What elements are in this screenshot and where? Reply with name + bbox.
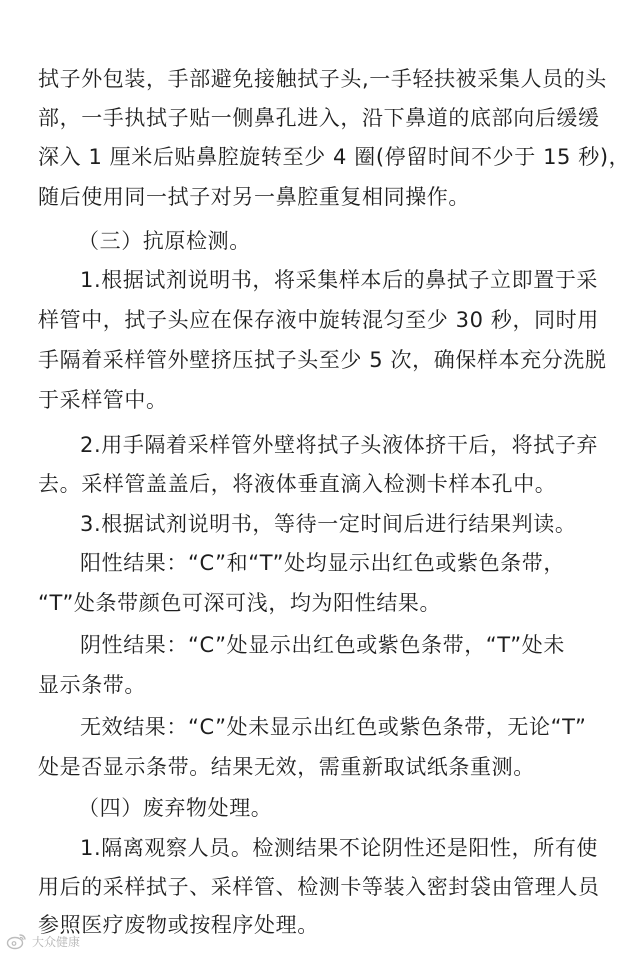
text-line: 于采样管中。: [38, 388, 168, 412]
watermark: [6, 928, 80, 954]
text-line: 部，一手执拭子贴一侧鼻孔进入，沿下鼻道的底部向后缓缓: [38, 106, 600, 130]
text-line: 样管中，拭子头应在保存液中旋转混匀至少 30 秒，同时用: [38, 308, 599, 332]
text-line: 用后的采样拭子、采样管、检测卡等装入密封袋由管理人员: [38, 875, 600, 899]
text-line: 阴性结果：“C”处显示出红色或紫色条带，“T”处未: [80, 633, 565, 657]
text-line: 拭子外包装，手部避免接触拭子头,一手轻扶被采集人员的头: [38, 67, 607, 91]
text-line: 随后使用同一拭子对另一鼻腔重复相同操作。: [38, 185, 470, 209]
text-line: 手隔着采样管外壁挤压拭子头至少 5 次，确保样本充分洗脱: [38, 348, 607, 372]
weibo-icon: [6, 932, 28, 950]
text-line: 1.隔离观察人员。检测结果不论阴性还是阳性，所有使: [80, 836, 599, 860]
text-line: 无效结果：“C”处未显示出红色或紫色条带，无论“T”: [80, 715, 587, 739]
text-line: 去。采样管盖盖后，将液体垂直滴入检测卡样本孔中。: [38, 472, 557, 496]
text-line: 参照医疗废物或按程序处理。: [38, 913, 319, 937]
text-line: “T”处条带颜色可深可浅，均为阳性结果。: [38, 591, 442, 615]
section-heading: （四）废弃物处理。: [78, 796, 273, 820]
text-line: 处是否显示条带。结果无效，需重新取试纸条重测。: [38, 755, 535, 779]
watermark-text: 大众健康: [32, 934, 81, 949]
text-line: 显示条带。: [38, 673, 146, 697]
text-line: 深入 1 厘米后贴鼻腔旋转至少 4 圈(停留时间不少于 15 秒)，: [38, 145, 631, 169]
text-line: 3.根据试剂说明书，等待一定时间后进行结果判读。: [80, 512, 577, 536]
text-line: 1.根据试剂说明书，将采集样本后的鼻拭子立即置于采: [80, 268, 599, 292]
text-line: 阳性结果：“C”和“T”处均显示出红色或紫色条带，: [80, 551, 565, 575]
section-heading: （三）抗原检测。: [78, 229, 251, 253]
text-line: 2.用手隔着采样管外壁将拭子头液体挤干后，将拭子弃: [80, 433, 599, 457]
